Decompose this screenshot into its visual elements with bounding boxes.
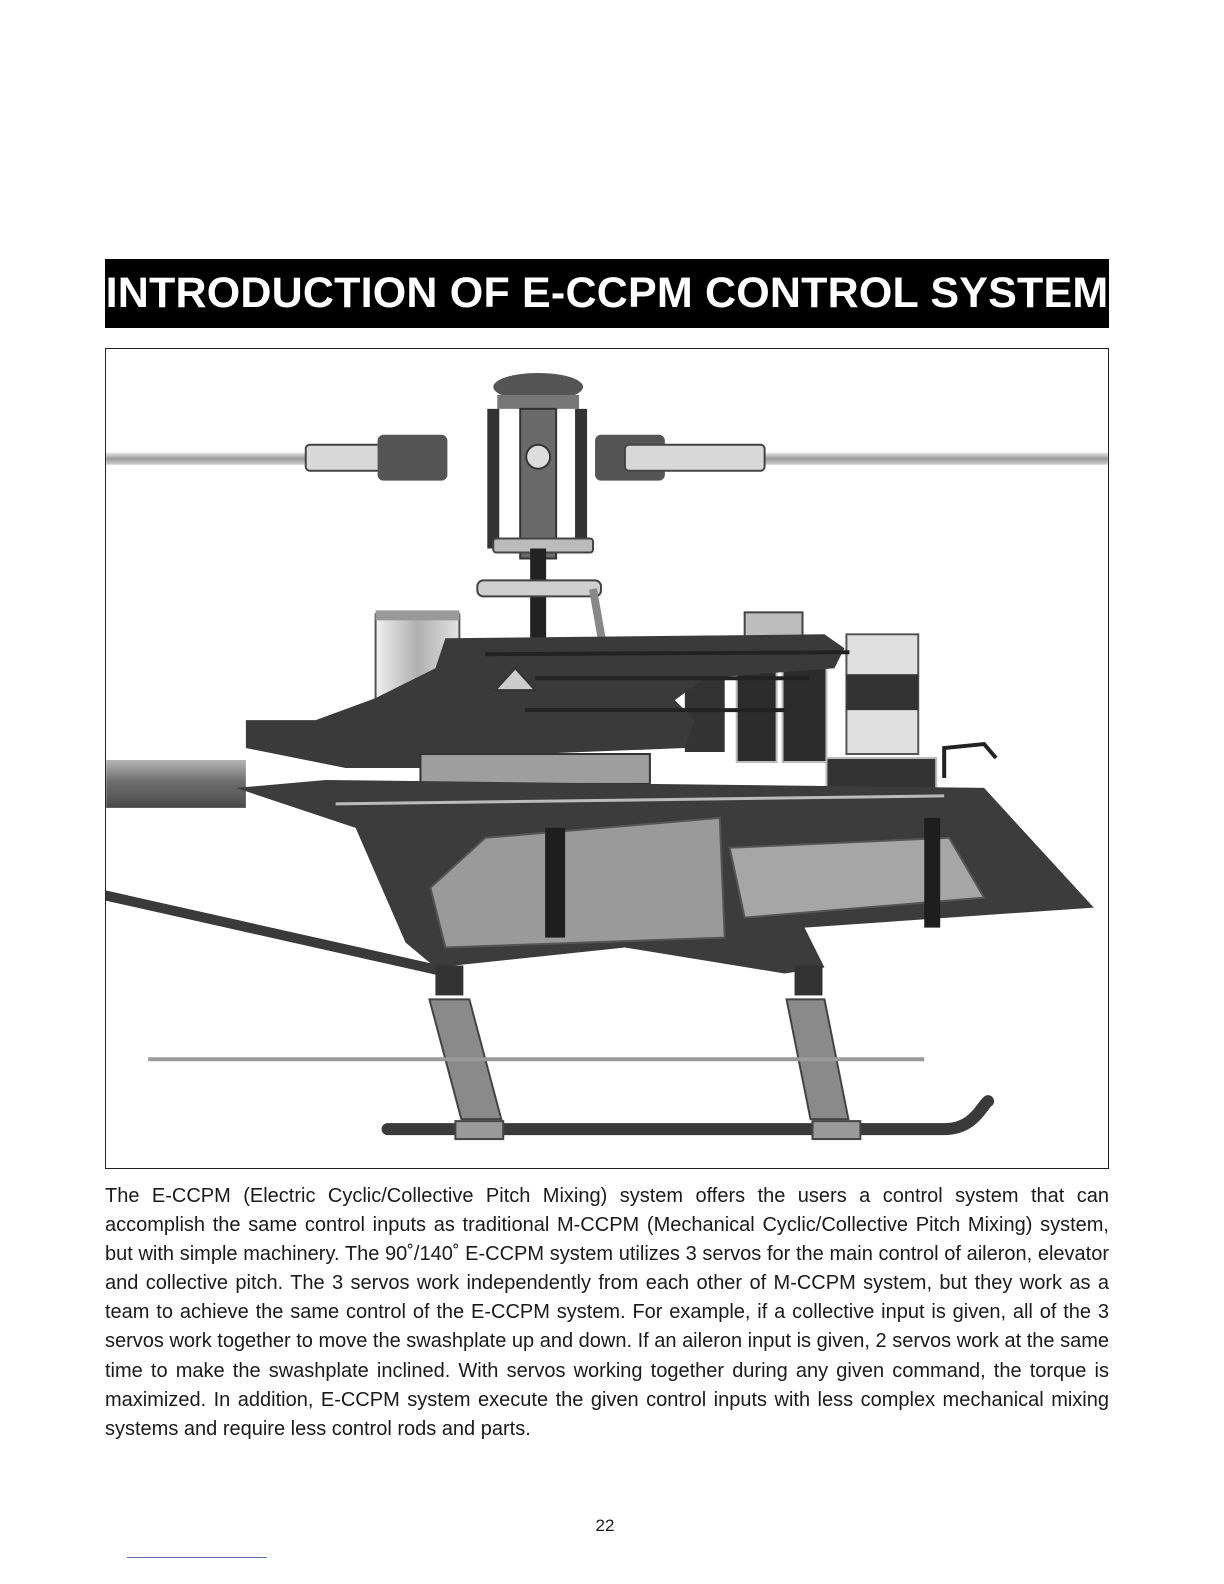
tail-boom [106,760,246,808]
swashplate [477,580,601,596]
tail-support-strut [106,896,435,970]
page-title: INTRODUCTION OF E-CCPM CONTROL SYSTEM [105,269,1109,317]
footer-link-line [127,1557,267,1558]
main-gear [420,754,649,784]
helicopter-figure [105,348,1109,1169]
title-banner [105,259,1109,328]
body-paragraph: The E-CCPM (Electric Cyclic/Collective Pitch Mixing) system offers the users a control system that can accomplish the same control inputs as traditional M-CCPM (Mechanical Cyclic/Collective Pitch Mixing) system, but with simple machinery. The 90˚/140˚ E-CCPM system utilizes 3 servos for the main control of aileron, elevator and collective pitch. The 3 servos work independently from each other of M-CCPM system, but they work as a team to achieve the same control of the E-CCPM system. For example, if a collective input is given, all of the 3 servos work together to move the swashplate up and down. If an aileron input is given, 2 servos work at the same time to make the swashplate inclined. With servos working together during any given command, the torque is maximized. In addition, E-CCPM system execute the given control inputs with less complex mechanical mixing systems and require less control rods and parts. [105,1185,1109,1440]
helicopter-diagram-icon [106,349,1108,1168]
page-number: 22 [595,1516,615,1535]
